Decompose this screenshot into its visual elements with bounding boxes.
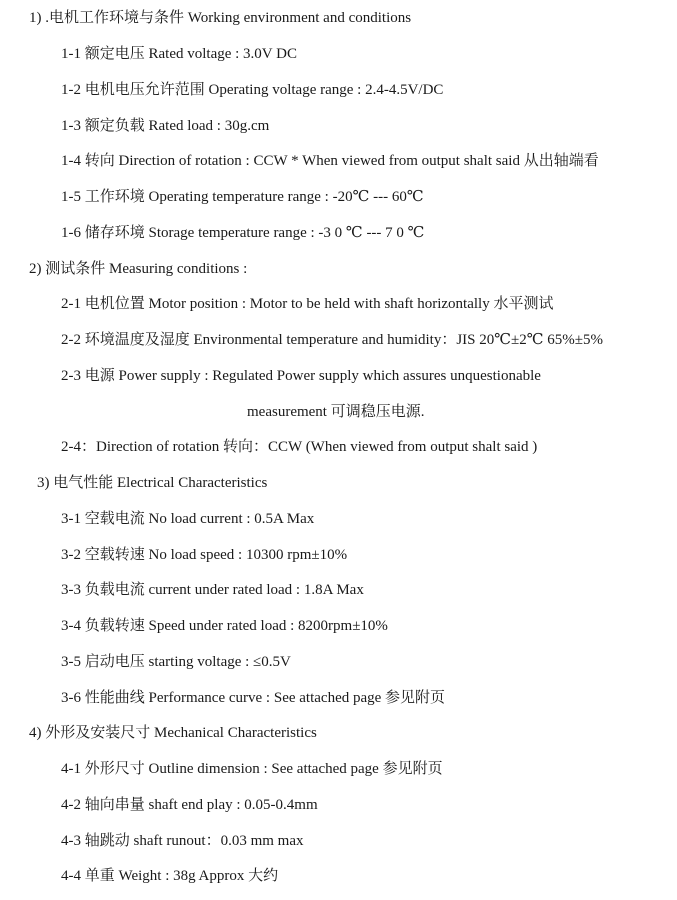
spec-4-4: 4-4 单重 Weight : 38g Approx 大约 — [61, 868, 279, 884]
section-3-heading: 3) 电气性能 Electrical Characteristics — [37, 475, 268, 491]
spec-1-3: 1-3 额定负载 Rated load : 30g.cm — [61, 118, 270, 134]
spec-2-3: 2-3 电源 Power supply : Regulated Power supply which assures unquestionable — [61, 368, 541, 384]
spec-2-3-continuation: measurement 可调稳压电源. — [247, 404, 425, 420]
spec-3-4: 3-4 负载转速 Speed under rated load : 8200rpm±10% — [61, 618, 388, 634]
spec-3-5: 3-5 启动电压 starting voltage : ≤0.5V — [61, 654, 291, 670]
spec-3-3: 3-3 负载电流 current under rated load : 1.8A Max — [61, 582, 364, 598]
spec-3-2: 3-2 空载转速 No load speed : 10300 rpm±10% — [61, 547, 348, 563]
spec-4-1: 4-1 外形尺寸 Outline dimension : See attached page 参见附页 — [61, 761, 443, 777]
spec-1-1: 1-1 额定电压 Rated voltage : 3.0V DC — [61, 46, 297, 62]
spec-4-2: 4-2 轴向串量 shaft end play : 0.05-0.4mm — [61, 797, 318, 813]
spec-3-6: 3-6 性能曲线 Performance curve : See attached page 参见附页 — [61, 690, 446, 706]
spec-2-2: 2-2 环境温度及湿度 Environmental temperature and humidity：JIS 20℃±2℃ 65%±5% — [61, 332, 604, 348]
section-2-heading: 2) 测试条件 Measuring conditions : — [29, 261, 248, 277]
section-4-heading: 4) 外形及安装尺寸 Mechanical Characteristics — [29, 725, 317, 741]
spec-1-6: 1-6 储存环境 Storage temperature range : -3 0 ℃ --- 7 0 ℃ — [61, 225, 425, 241]
spec-2-4: 2-4：Direction of rotation 转向：CCW (When viewed from output shalt said ) — [61, 439, 538, 455]
spec-1-2: 1-2 电机电压允许范围 Operating voltage range : 2.4-4.5V/DC — [61, 82, 444, 98]
spec-2-1: 2-1 电机位置 Motor position : Motor to be held with shaft horizontally 水平测试 — [61, 296, 554, 312]
section-1-heading: 1) .电机工作环境与条件 Working environment and conditions — [29, 10, 412, 26]
spec-4-3: 4-3 轴跳动 shaft runout：0.03 mm max — [61, 833, 304, 849]
spec-1-5: 1-5 工作环境 Operating temperature range : -20℃ --- 60℃ — [61, 189, 424, 205]
spec-1-4: 1-4 转向 Direction of rotation : CCW * When viewed from output shalt said 从出轴端看 — [61, 153, 599, 169]
spec-3-1: 3-1 空载电流 No load current : 0.5A Max — [61, 511, 315, 527]
